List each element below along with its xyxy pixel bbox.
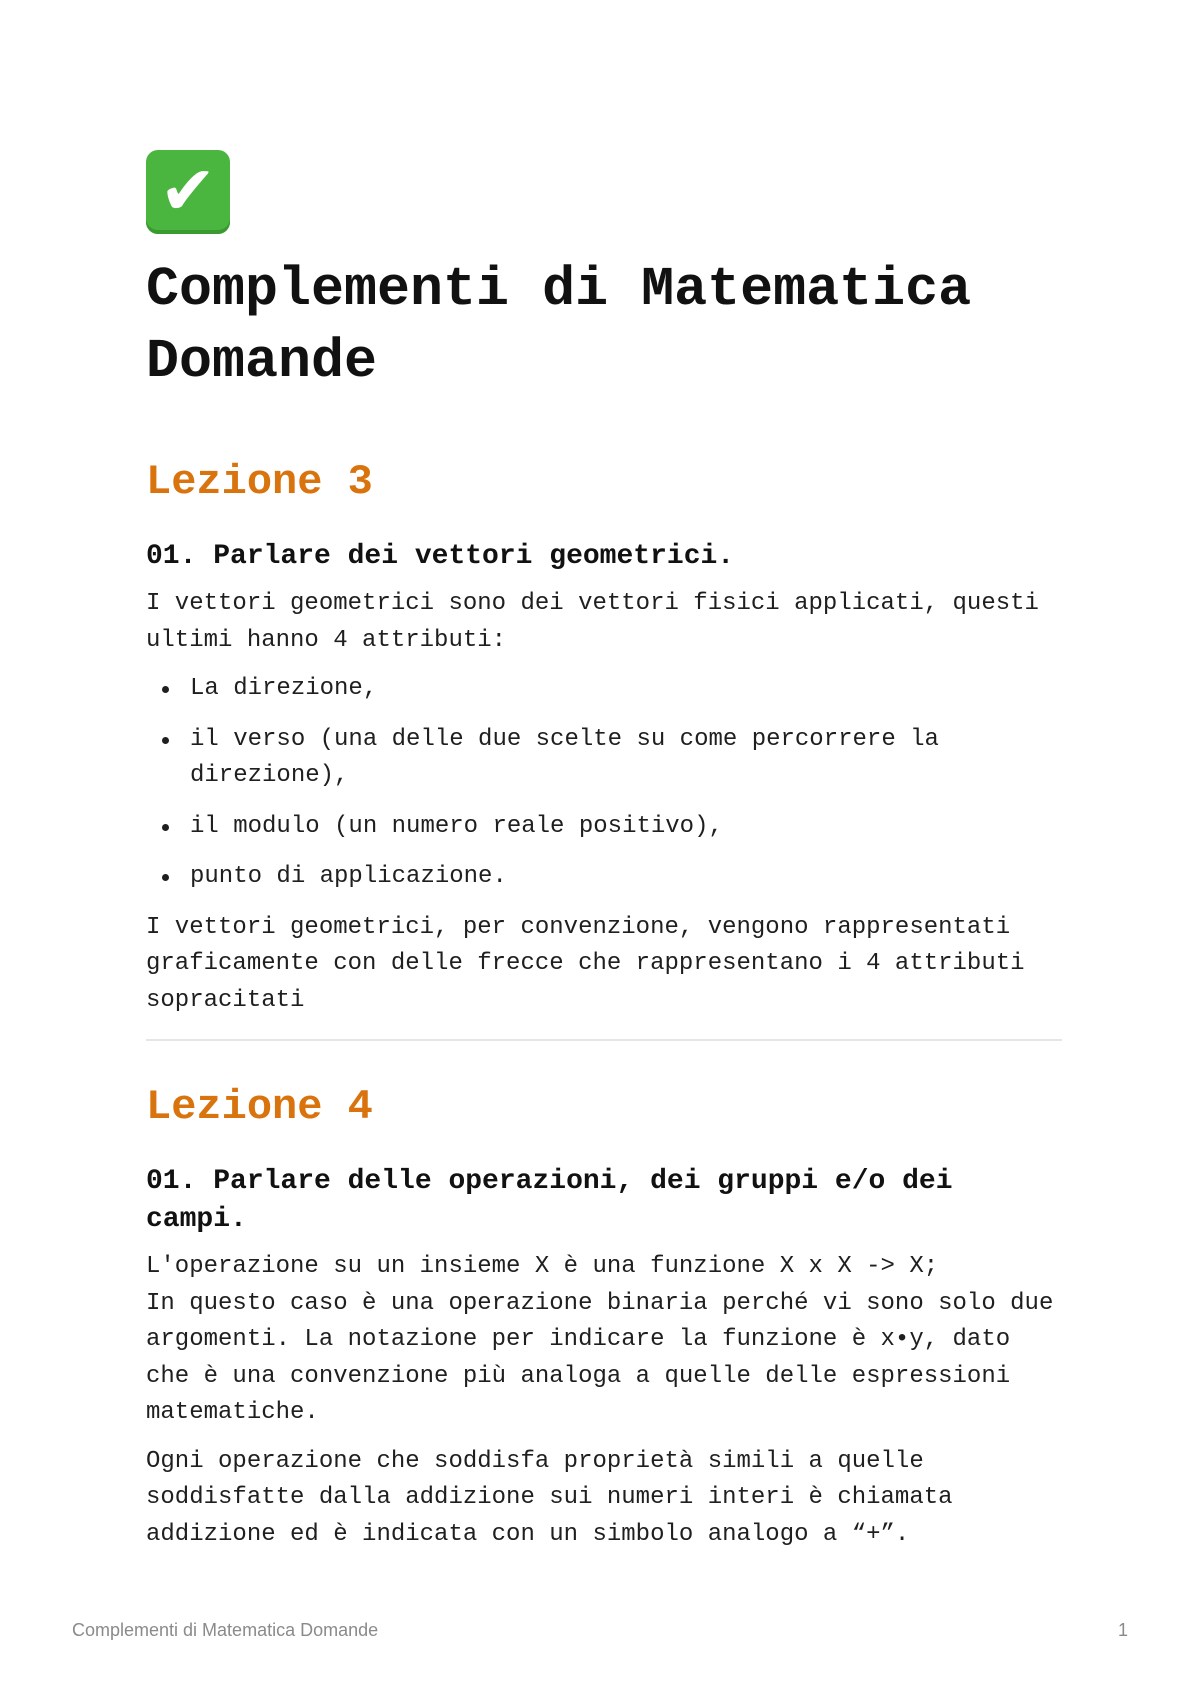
- footer-page-number: 1: [1117, 1620, 1128, 1640]
- list-item: punto di applicazione.: [146, 859, 1062, 896]
- section-divider: [146, 1039, 1062, 1041]
- lesson-4-question: 01. Parlare delle operazioni, dei gruppi e/o dei campi.: [146, 1166, 953, 1235]
- lesson-3-heading: Lezione 3: [146, 458, 373, 506]
- document-page: [146, 150, 1062, 1553]
- list-item: il modulo (un numero reale positivo),: [146, 809, 1062, 846]
- white-check-mark-icon: [146, 150, 230, 234]
- lesson-3-question: 01. Parlare dei vettori geometrici.: [146, 541, 735, 572]
- lesson-4-paragraph-2: Ogni operazione che soddisfa proprietà simili a quelle soddisfatte dalla addizione sui numeri interi è chiamata addizione ed è indicata con un simbolo analogo a “+”.: [146, 1447, 953, 1548]
- list-item: il verso (una delle due scelte su come percorrere la direzione),: [146, 722, 1062, 795]
- check-mark-glyph: ✔: [159, 152, 217, 231]
- lesson-4-heading: Lezione 4: [146, 1083, 373, 1131]
- operation-definition-line: L'operazione su un insieme X è una funzione X x X -> X;: [146, 1253, 939, 1280]
- list-item: La direzione,: [146, 671, 1062, 708]
- binary-operation-text: In questo caso è una operazione binaria perché vi sono solo due argomenti. La notazione per indicare la funzione è x•y, dato che è una convenzione più analoga a quelle delle espressioni matematiche.: [146, 1289, 1054, 1426]
- lesson-3-outro-paragraph: I vettori geometrici, per convenzione, vengono rappresentati graficamente con delle frecce che rappresentano i 4 attributi sopracitati: [146, 913, 1025, 1014]
- lesson-3-intro-paragraph: I vettori geometrici sono dei vettori fisici applicati, questi ultimi hanno 4 attributi:: [146, 590, 1039, 654]
- page-footer: [72, 1620, 1128, 1641]
- lesson-4-paragraph-1: [146, 1249, 1062, 1432]
- page-title: Complementi di Matematica Domande: [146, 258, 972, 393]
- footer-document-name: Complementi di Matematica Domande: [72, 1620, 379, 1640]
- attributes-list: [146, 671, 1062, 896]
